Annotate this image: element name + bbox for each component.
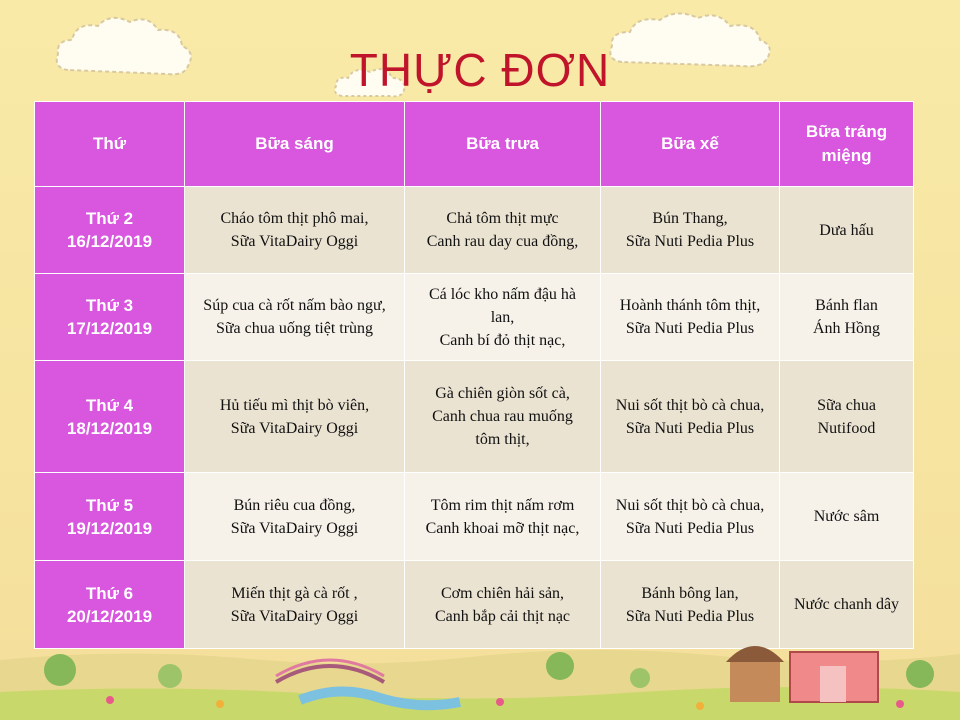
breakfast-cell: Hủ tiếu mì thịt bò viên, Sữa VitaDairy Oggi (185, 361, 405, 473)
lunch-cell: Cơm chiên hải sản, Canh bắp cải thịt nạc (405, 561, 601, 649)
day-cell: Thứ 3 17/12/2019 (35, 274, 185, 361)
header-lunch: Bữa trưa (405, 102, 601, 187)
page-title: THỰC ĐƠN (349, 44, 611, 96)
table-row (35, 274, 914, 361)
lunch-cell: Tôm rim thịt nấm rơm Canh khoai mỡ thịt nạc, (405, 473, 601, 561)
day-cell: Thứ 6 20/12/2019 (35, 561, 185, 649)
day-cell: Thứ 4 18/12/2019 (35, 361, 185, 473)
header-day: Thứ (35, 102, 185, 187)
dessert-cell: Nước sâm (780, 473, 914, 561)
day-cell: Thứ 5 19/12/2019 (35, 473, 185, 561)
breakfast-cell: Bún riêu cua đồng, Sữa VitaDairy Oggi (185, 473, 405, 561)
table-row (35, 361, 914, 473)
header-snack: Bữa xế (601, 102, 780, 187)
lunch-cell: Chả tôm thịt mực Canh rau day cua đồng, (405, 187, 601, 274)
house-decoration (726, 646, 878, 702)
snack-cell: Bánh bông lan, Sữa Nuti Pedia Plus (601, 561, 780, 649)
snack-cell: Bún Thang, Sữa Nuti Pedia Plus (601, 187, 780, 274)
dessert-cell: Dưa hấu (780, 187, 914, 274)
day-cell: Thứ 2 16/12/2019 (35, 187, 185, 274)
dessert-cell: Nước chanh dây (780, 561, 914, 649)
lunch-cell: Cá lóc kho nấm đậu hà lan, Canh bí đỏ thịt nạc, (405, 274, 601, 361)
breakfast-cell: Miến thịt gà cà rốt , Sữa VitaDairy Oggi (185, 561, 405, 649)
snack-cell: Nui sốt thịt bò cà chua, Sữa Nuti Pedia Plus (601, 473, 780, 561)
header-row (35, 102, 914, 187)
table-row (35, 473, 914, 561)
breakfast-cell: Cháo tôm thịt phô mai, Sữa VitaDairy Oggi (185, 187, 405, 274)
dessert-cell: Sữa chua Nutifood (780, 361, 914, 473)
breakfast-cell: Súp cua cà rốt nấm bào ngư, Sữa chua uống tiệt trùng (185, 274, 405, 361)
snack-cell: Nui sốt thịt bò cà chua, Sữa Nuti Pedia Plus (601, 361, 780, 473)
snack-cell: Hoành thánh tôm thịt, Sữa Nuti Pedia Plus (601, 274, 780, 361)
header-dessert: Bữa tráng miệng (780, 102, 914, 187)
header-breakfast: Bữa sáng (185, 102, 405, 187)
lunch-cell: Gà chiên giòn sốt cà, Canh chua rau muống tôm thịt, (405, 361, 601, 473)
village-decoration (0, 630, 960, 720)
menu-table (34, 101, 914, 649)
table-row (35, 187, 914, 274)
dessert-cell: Bánh flan Ánh Hồng (780, 274, 914, 361)
